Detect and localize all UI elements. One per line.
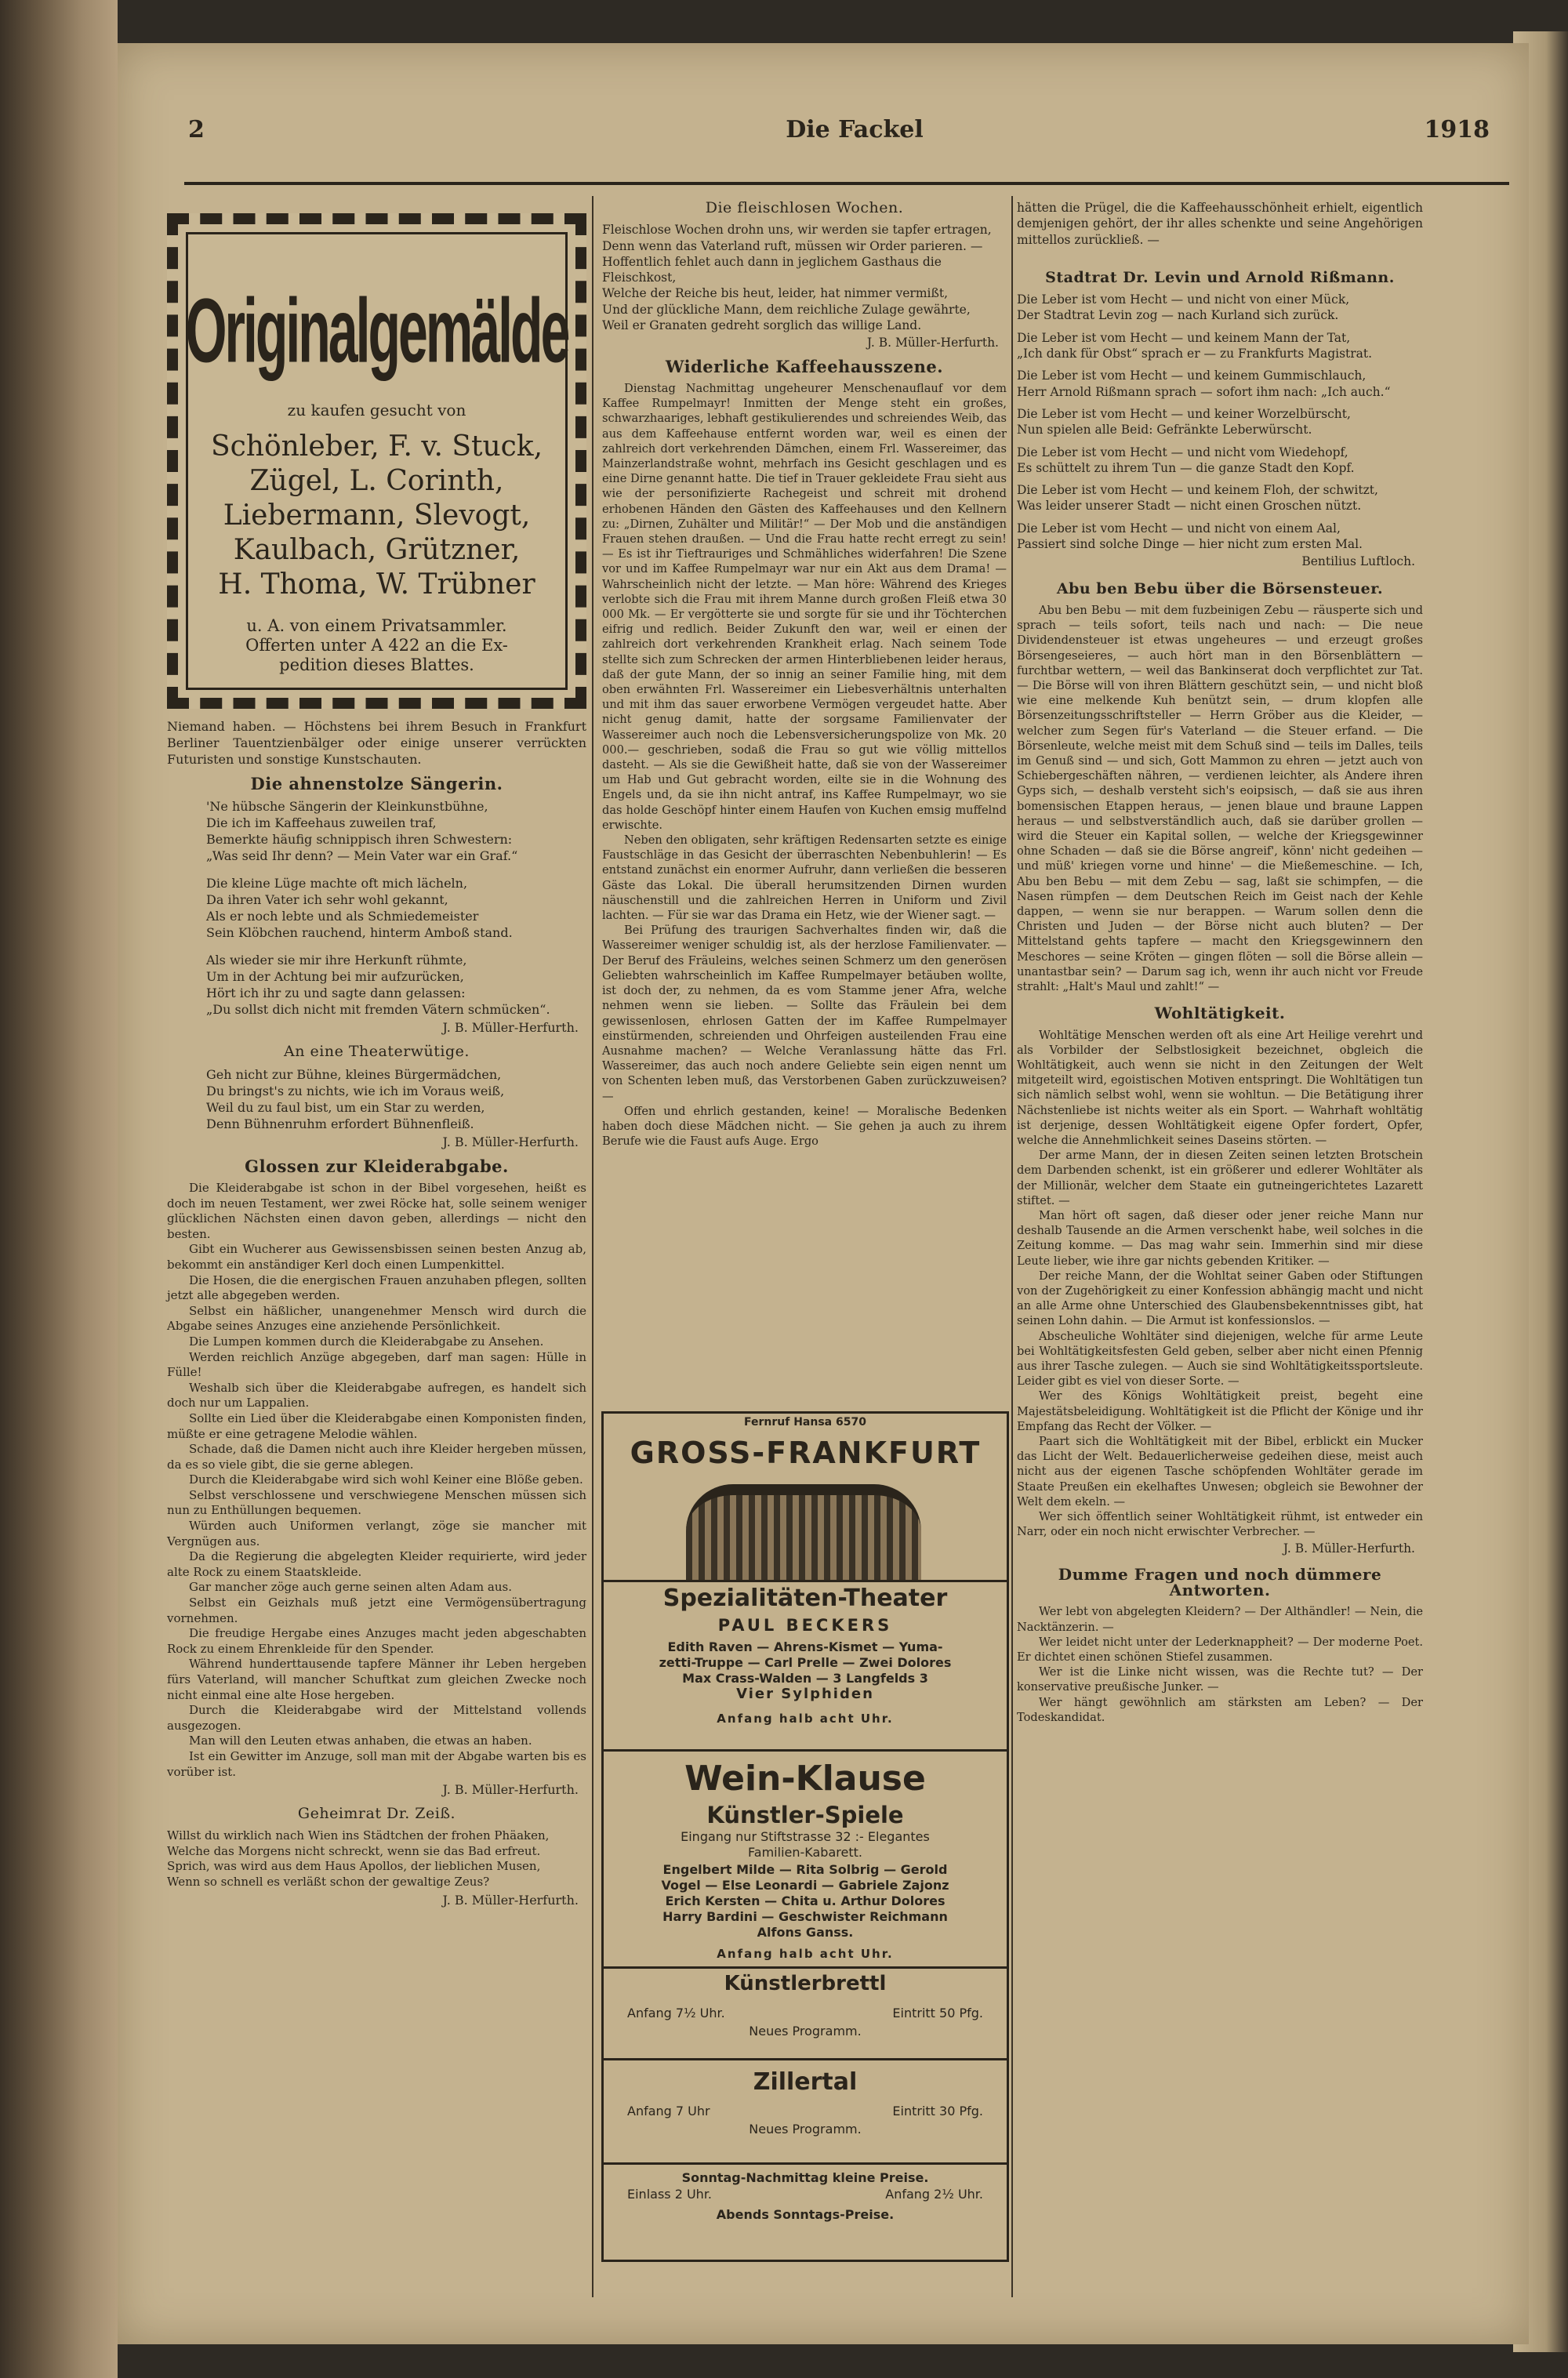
column-rule-1 — [592, 196, 593, 2297]
program-note: Neues Programm. — [749, 2122, 862, 2137]
article-title: Wohltätigkeit. — [1154, 1004, 1286, 1023]
start-time: Anfang halb acht Uhr. — [717, 1712, 894, 1726]
ad-divider — [604, 1966, 1007, 1969]
article-title: Abu ben Bebu über die Börsensteuer. — [1056, 579, 1384, 597]
column-rule-2 — [1011, 196, 1013, 2297]
wein-klause-lineup: Engelbert Milde — Rita Solbrig — Gerold Vogel — Else Leonardi — Gabriele Zajonz Erich Kersten — Chita u. Arthur Dolores Harry Bardini — Geschwister Reichmann Alfons Ganss. — [661, 1862, 949, 1940]
wein-klause-title: Wein-Klause — [684, 1759, 926, 1799]
ad-divider — [604, 1749, 1007, 1752]
ad-divider — [604, 2162, 1007, 2165]
masthead-title: Die Fackel — [786, 116, 924, 143]
theatre-building-icon — [686, 1484, 921, 1581]
poem-ahnenstolze: 'Ne hübsche Sängerin der Kleinkunstbühne, Die ich im Kaffeehaus zuweilen traf, Bemerkte häufig schnippisch ihren Schwestern: „Was seid Ihr denn? — Mein Vater war ein Graf.“ Die kleine Lüge machte oft mich lächeln, Da ihren Vater ich sehr wohl gekannt, Als er noch lebte und als Schmiedemeister Sein Klöbchen rauchend, hinterm Amboß stand. Als wieder sie mir ihre Herkunft rühmte, Um in der Achtung bei mir aufzurücken, Hört ich ihr zu und sagte dann gelassen: „Du sollst dich nicht mit fremden Vätern schmücken“. — [206, 799, 550, 1017]
article-bebu: Abu ben Bebu — mit dem fuzbeinigen Zebu — räusperte sich und sprach — teils sofort, teils nach und nach: — Die neue Dividendensteuer ist etwas ungeheures — und erzeugt großes Börsengeseieres, — auch hört man in den Börsenblättern — furchtbar wettern, — weil das Bankinserat doch verpflichtet zur Tat. — Die Börse will von ihren Blättern geschützt sein, — und nicht bloß wie eine melkende Kuh benützt sein, — drum klopfen alle Börsenzeitungsschriftsteller — Herrn Gröber aus die Kleider, — welcher zum Segen für's Vaterland — die Steuer erfand. — Die Börsenleute, welche meist mit dem Schuß sind — teils im Dalles, teils im Genuß sind — und sich, Gott Mammon zu ehren — jetzt auch von Schiebergeschäften nähren, — verdienen leichter, als Andere ihren Gyps sich, — deshalb versteht sich's eoipsisch, — daß sie aus ihren bomensischen Etappen heraus, — jenen blaue und braune Lappen heraus — und selbstverständlich auch, daß sie darüber grollen — wird die Steuer ein Kapital sollen, — welche der Kriegsgewinner ohne Schaden — daß sie die Börse angreif', könn' nicht gedeihen — und müß' kriegen vorne und hinne' — die Mießemeschine. — Ich, Abu ben Bebu — mit dem Zebu — sag, laßt sie schimpfen, — die Nasen rümpfen — dem Deutschen Reich im Geist nach der Kehle dappen, — wenn sie nur berappen. — Warum sollen denn die Christen und Juden — der Börse nicht auch bluten? — Der Mittelstand gehts tapfere — macht den Kriegsgewinnern den Meschores — seine Kröten — gingen flöten — soll die Börse allein — unantastbar sein? — Darum sag ich, wenn ihr auch nicht vor Freude strahlt: „Halt's Maul und zahlt!“ — — [1017, 603, 1423, 994]
column-right — [1017, 200, 1423, 1725]
poem-geheimrat: Willst du wirklich nach Wien ins Städtchen der frohen Phäaken, Welche das Morgens nicht schreckt, wenn sie das Bad erfreut. Sprich, was wird aus dem Haus Apollos, der lieblichen Musen, Wenn so schnell es verläßt schon der gewaltige Zeus? — [167, 1828, 550, 1889]
header-rule — [184, 182, 1509, 185]
varieté-lineup: Edith Raven — Ahrens-Kismet — Yuma- zetti-Truppe — Carl Prelle — Zwei Dolores Max Crass-Walden — 3 Langfelds 3 Vier Sylphiden — [659, 1639, 952, 1702]
year: 1918 — [1424, 116, 1490, 143]
page-number: 2 — [188, 116, 205, 143]
theatre-advertisement: Fernruf Hansa 6570 GROSS-FRANKFURT Spezialitäten-Theater PAUL BECKERS Edith Raven — Ahrens-Kismet — Yuma- zetti-Truppe — Carl Prelle — Zwei Dolores Max Crass-Walden — 3 Langfelds 3 Vier Sylphiden Anfang halb acht Uhr. Wein-Klause Künstler-Spiele Eingang nur Stiftstrasse 32 :- Elegantes Familien-Kabarett. Engelbert Milde — Rita Solbrig — Gerold Vogel — Else Leonardi — Gabriele Zajonz Erich Kersten — Chita u. Arthur Dolores Harry Bardini — Geschwister Reichmann Alfons Ganss. Anfang halb acht Uhr. Künstlerbrettl Anfang 7½ Uhr. Eintritt 50 Pfg. Neues Programm. Zillertal Anfang 7 Uhr Eintritt 30 Pfg. Neues Programm. Sonntag-Nachmittag kleine Preise. Einlass 2 Uhr. Anfang 2½ Uhr. Abends Sonntags-Preise. — [601, 1411, 1009, 2262]
ad-artist-names: Schönleber, F. v. Stuck, Zügel, L. Corinth, Liebermann, Slevogt, Kaulbach, Grützner, H. Thoma, W. Trübner — [210, 430, 543, 601]
evening-prices: Abends Sonntags-Preise. — [716, 2207, 895, 2222]
poem-title: Die fleischlosen Wochen. — [705, 199, 904, 216]
article-title: Widerliche Kaffeehausszene. — [665, 356, 944, 376]
gross-frankfurt-title: GROSS-FRANKFURT — [630, 1436, 982, 1470]
poem-title: An eine Theaterwütige. — [284, 1043, 470, 1060]
sunday-prices: Sonntag-Nachmittag kleine Preise. — [681, 2170, 929, 2185]
poem-title: Die ahnenstolze Sängerin. — [250, 774, 503, 793]
ad-headline: Originalgemälde — [185, 280, 568, 382]
book-binding — [0, 0, 118, 2378]
gross-frankfurt-emblem — [623, 1429, 988, 1578]
column-middle — [602, 200, 1007, 1149]
wein-klause-info: Eingang nur Stiftstrasse 32 :- Elegantes Familien-Kabarett. — [681, 1829, 930, 1860]
article-dumme-fragen: Wer lebt von abgelegten Kleidern? — Der Althändler! — Nein, die Nacktänzerin. — Wer leidet nicht unter der Lederknappheit? — Der moderne Poet. Er dichtet einen schönen Stiefel zusammen. Wer ist die Linke nicht wissen, was die Rechte tut? — Der konservative preußische Junker. — Wer hängt gewöhnlich am stärksten am Leben? — Der Todeskandidat. — [1017, 1605, 1423, 1724]
art-purchase-ad — [167, 213, 586, 709]
signature: J. B. Müller-Herfurth. — [442, 1020, 579, 1035]
ad-subline: zu kaufen gesucht von — [287, 401, 466, 419]
ad-footer: u. A. von einem Privatsammler. Offerten unter A 422 an die Ex- pedition dieses Blattes. — [245, 616, 508, 674]
intro-text: Niemand haben. — Höchstens bei ihrem Besuch in Frankfurt Berliner Tauentzienbälger oder einige unserer verrückten Futuristen und sonstige Kunstschauten. — [167, 719, 586, 767]
zillertal-title: Zillertal — [753, 2068, 858, 2096]
article-wohltaetigkeit: Wohltätige Menschen werden oft als eine Art Heilige verehrt und als Vorbilder der Selbstlosigkeit bezeichnet, obgleich die Wohltätigkeit, auch wenn sie nicht in den Zeitungen der Welt mitgeteilt wird, egoistischen Motiven entspringt. Die Wohltätigen tun sich nämlich selbst wohl, wenn sie wohltun. — Die Betätigung ihrer Nächstenliebe ist nichts weiter als ein Sport. — Wahrhaft wohltätig ist derjenige, dessen Wohltätigkeit eigene Opfer fordert, Opfer, welche die Annehmlichkeit seines Daseins störten. — Der arme Mann, der in diesen Zeiten seinen letzten Brotschein dem Darbenden schenkt, ist ein größerer und edlerer Wohltäter als der Millionär, welcher dem Staate ein gutneingerichtetes Lazarett stiftet. — Man hört oft sagen, daß dieser oder jener reiche Mann nur deshalb Tausende an die Armen verschenkt habe, weil solches in die Zeitung komme. — Das mag wahr sein. Immerhin sind mir diese Leute lieber, wie ihre gar nichts gebenden Kritiker. — Der reiche Mann, der die Wohltat seiner Gaben oder Stiftungen von der Zugehörigkeit zu einer Konfession abhängig macht und nicht an alle Arme ohne Unterschied des Glaubensbekenntnisses gibt, hat seinen Lohn dahin. — Die Armut ist konfessionslos. — Abscheuliche Wohltäter sind diejenigen, welche für arme Leute bei Wohltätigkeitsfesten Geld geben, selber aber nicht einen Pfennig aus ihrer Tasche zulegen. — Auch sie sind Wohltätigkeitssportsleute. Leider gibt es viel von dieser Sorte. — Wer des Königs Wohltätigkeit preist, begeht eine Majestätsbeleidigung. Wohltätigkeit ist die Pflicht der Könige und ihr Empfang das Recht der Völker. — Paart sich die Wohltätigkeit mit der Bibel, erblickt ein Mucker das Licht der Welt. Bedauerlicherweise gedeihen diese, meist auch nicht aus der eigenen Tasche schöpfenden Wohltäter gerade im Staate Preußen ein ekelhaftes Unwesen; obgleich sie Bewohner der Welt dem ekeln. — Wer sich öffentlich seiner Wohltätigkeit rühmt, ist entweder ein Narr, oder ein noch nicht erwischter Verbrecher. — — [1017, 1028, 1423, 1539]
poem-title: Geheimrat Dr. Zeiß. — [297, 1805, 456, 1823]
ad-phone: Fernruf Hansa 6570 — [744, 1416, 866, 1429]
signature: Bentilius Luftloch. — [1301, 554, 1415, 569]
poem-leber-vom-hecht: Die Leber ist vom Hecht — und nicht von einer Mück, Der Stadtrat Levin zog — nach Kurland sich zurück. Die Leber ist vom Hecht — und keinem Mann der Tat, „Ich dank für Obst“ sprach er — zu Frankfurts Magistrat. Die Leber ist vom Hecht — und keinem Gummischlauch, Herr Arnold Rißmann sprach — sofort ihm nach: „Ich auch.“ Die Leber ist vom Hecht — und keiner Worzelbürscht, Nun spielen alle Beid: Gefränkte Leberwürscht. Die Leber ist vom Hecht — und nicht vom Wiedehopf, Es schüttelt zu ihrem Tun — die ganze Stadt den Kopf. Die Leber ist vom Hecht — und keinem Floh, der schwitzt, Was leider unserer Stadt — nicht einen Groschen nützt. Die Leber ist vom Hecht — und nicht von einem Aal, Passiert sind solche Dinge — hier nicht zum ersten Mal. — [1017, 292, 1391, 552]
ad-divider — [604, 2058, 1007, 2060]
poem-theaterwuetige: Geh nicht zur Bühne, kleines Bürgermädchen, Du bringst's zu nichts, wie ich im Voraus weiß, Weil du zu faul bist, um ein Star zu werden, Denn Bühnenruhm erfordert Bühnenfleiß. — [206, 1067, 505, 1131]
continuation-text: hätten die Prügel, die die Kaffeehausschönheit erhielt, eigentlich demjenigen gehört, der ihr alles schenkte und seine Angehörigen mittellos zurückließ. — — [1017, 201, 1423, 247]
wein-klause-subtitle: Künstler-Spiele — [706, 1802, 904, 1828]
poem-title: Stadtrat Dr. Levin und Arnold Rißmann. — [1045, 268, 1395, 286]
signature: J. B. Müller-Herfurth. — [1283, 1541, 1415, 1556]
page-header — [188, 116, 1521, 163]
program-note: Neues Programm. — [749, 2024, 862, 2039]
varieté-title: Spezialitäten-Theater — [662, 1585, 948, 1612]
article-title: Dumme Fragen und noch dümmere Antworten. — [1058, 1564, 1382, 1600]
section-title: Glossen zur Kleiderabgabe. — [245, 1156, 509, 1176]
start-time: Anfang halb acht Uhr. — [717, 1947, 894, 1961]
column-left — [167, 718, 586, 1908]
brettl-title: Künstlerbrettl — [724, 1972, 887, 1995]
signature: J. B. Müller-Herfurth. — [442, 1782, 579, 1798]
signature: J. B. Müller-Herfurth. — [866, 336, 999, 350]
article-kaffeehausszene: Dienstag Nachmittag ungeheurer Menschenauflauf vor dem Kaffee Rumpelmayr! Inmitten der Menge steht ein großes, schwarzhaariges, lebhaft gestikulierendes und schreiendes Weib, das aus dem Kaffeehause entfernt worden war, weil es einen der zahlreich dort verkehrenden Dämchen, einem Frl. Wassereimer, das Mainzerlandstraße wohnt, mehrfach ins Gesicht geschlagen und es eine Dirne genannt hatte. Die tief in Trauer gekleidete Frau sieht aus wie der personifizierte Rachegeist und schreit mit drohend erhobenen Händen den Gästen des Kaffeehauses und den Kellnern zu: „Dirnen, Zuhälter und Militär!“ — Der Mob und die anständigen Frauen stehen draußen. — Und die Frau hatte recht erregt zu sein! — Es ist ihr Tieftrauriges und Schmähliches widerfahren! Die Szene vor und im Kaffee Rumpelmayr war nur ein Akt aus dem Drama! — Wahrscheinlich nicht der letzte. — Man höre: Während des Krieges verlobte sich die Frau mit ihrem Manne durch großen Fleiß etwa 30 000 Mk. — Er vergötterte sie und sorgte für sie und ihr Töchterchen eifrig und redlich. Beider Zukunft den war, weil er einen der zahlreich dort verkehrenden Krankheit erlag. Nach seinem Tode stellte sich zum Schrecken der armen Hinterbliebenen leider heraus, daß der gute Mann, der so innig an seiner Familie hing, mit dem oben erwähnten Frl. Wassereimer ein Liebesverhältnis unterhalten und mit ihm das sauer erworbene Vermögen vergeudet hatte. Aber nicht genug damit, hatte der sorgsame Familienvater der Wassereimer auch noch die Lebensversicherungspolize von Mk. 20 000.— geschrieben, sodaß die Frau so gut wie völlig mittellos dasteht. — Als sie die Gewißheit hatte, daß sie von der Wassereimer um Hab und Gut gebracht worden, eilte sie in die Wohnung des Engels und, da sie ihn nicht antraf, ins Kaffee Rumpelmayr, wo sie das holde Geschöpf hinter einem Haufen von Kuchen emsig muffelnd erwischte. Neben den obligaten, sehr kräftigen Redensarten setzte es einige Faustschläge in das Gesicht der überraschten Nebenbuhlerin! — Es entstand zunächst ein enormer Aufruhr, dann verließen die besseren Gäste das Lokal. Die überall herumsitzenden Dirnen wurden näuschenstill und die zahlreichen Herren in Uniform und Zivil lachten. — Für sie war das Drama ein Hetz, wie der Wiener sagt. — Bei Prüfung des traurigen Sachverhaltes finden wir, daß die Wassereimer weniger schuldig ist, als der herzlose Familienvater. — Der Beruf des Fräuleins, welches seinen Schmerz um den generösen Geliebten wahrscheinlich im Kaffee Rumpelmayer betäuben wollte, ist doch der, zu nehmen, da es vom Stamme jener Afra, welche nehmen wenn sie lieben. — Sollte das Fräulein bei dem gewissenlosen, ehrlosen Gatten der im Kaffee Rumpelmayer einstürmenden, schreienden und Ohrfeigen austeilenden Frau eine Ausnahme machen? — Welche Veranlassung hätte das Frl. Wassereimer, das auch noch andere Geliebte sein eigen nennt um von Schenten leben muß, das Verstorbenen Gaben zurückzuweisen? — Offen und ehrlich gestanden, keine! — Moralische Bedenken haben doch diese Mädchen nicht. — Sie gehen ja auch zu ihrem Berufe wie die Faust aufs Auge. Ergo — [602, 381, 1007, 1149]
signature: J. B. Müller-Herfurth. — [442, 1135, 579, 1149]
ad-divider — [604, 1580, 1007, 1582]
glossen-text: Die Kleiderabgabe ist schon in der Bibel vorgesehen, heißt es doch im neuen Testament, wer zwei Röcke hat, solle seinem weniger glücklichen Nächsten einen davon geben, allerdings — nicht den besten. Gibt ein Wucherer aus Gewissensbissen seinen besten Anzug ab, bekommt ein anständiger Kerl doch einen Lumpenkittel. Die Hosen, die die energischen Frauen anzuhaben pflegen, sollten jetzt alle abgegeben werden. Selbst ein häßlicher, unangenehmer Mensch wird durch die Abgabe seines Anzuges eine anziehende Persönlichkeit. Die Lumpen kommen durch die Kleiderabgabe zu Ansehen. Werden reichlich Anzüge abgegeben, darf man sagen: Hülle in Fülle! Weshalb sich über die Kleiderabgabe aufregen, es handelt sich doch nur um Lappalien. Sollte ein Lied über die Kleiderabgabe einen Komponisten finden, müßte er eine getragene Melodie wählen. Schade, daß die Damen nicht auch ihre Kleider hergeben müssen, da es so viele gibt, die sie gerne ablegen. Durch die Kleiderabgabe wird sich wohl Keiner eine Blöße geben. Selbst verschlossene und verschwiegene Menschen müssen sich nun zu Enthüllungen bequemen. Würden auch Uniformen verlangt, zöge sie mancher mit Vergnügen aus. Da die Regierung die abgelegten Kleider requirierte, wird jeder alte Rock zu einem Staatskleide. Gar mancher zöge auch gerne seinen alten Adam aus. Selbst ein Geizhals muß jetzt eine Vermögensübertragung vornehmen. Die freudige Hergabe eines Anzuges macht jeden abgeschabten Rock zu einem Ehrenkleide für den Spender. Während hunderttausende tapfere Männer ihr Leben hergeben fürs Vaterland, will mancher Schuftkat zum gleichen Zwecke noch nicht einmal eine alte Hose hergeben. Durch die Kleiderabgabe wird der Mittelstand vollends ausgezogen. Man will den Leuten etwas anhaben, die etwas an haben. Ist ein Gewitter im Anzuge, soll man mit der Abgabe warten bis es vorüber ist. — [167, 1181, 586, 1779]
director-name: PAUL BECKERS — [717, 1616, 893, 1635]
poem-fleischlose-wochen: Fleischlose Wochen drohn uns, wir werden sie tapfer ertragen, Denn wenn das Vaterland ruft, müssen wir Order parieren. — Hoffentlich fehlet auch dann in jeglichem Gasthaus die Fleischkost, Welche der Reiche bis heut, leider, hat nimmer vermißt, Und der glückliche Mann, dem reichliche Zulage gewährte, Weil er Granaten gedreht sorglich das willige Land. — [602, 223, 992, 333]
signature: J. B. Müller-Herfurth. — [442, 1892, 579, 1908]
